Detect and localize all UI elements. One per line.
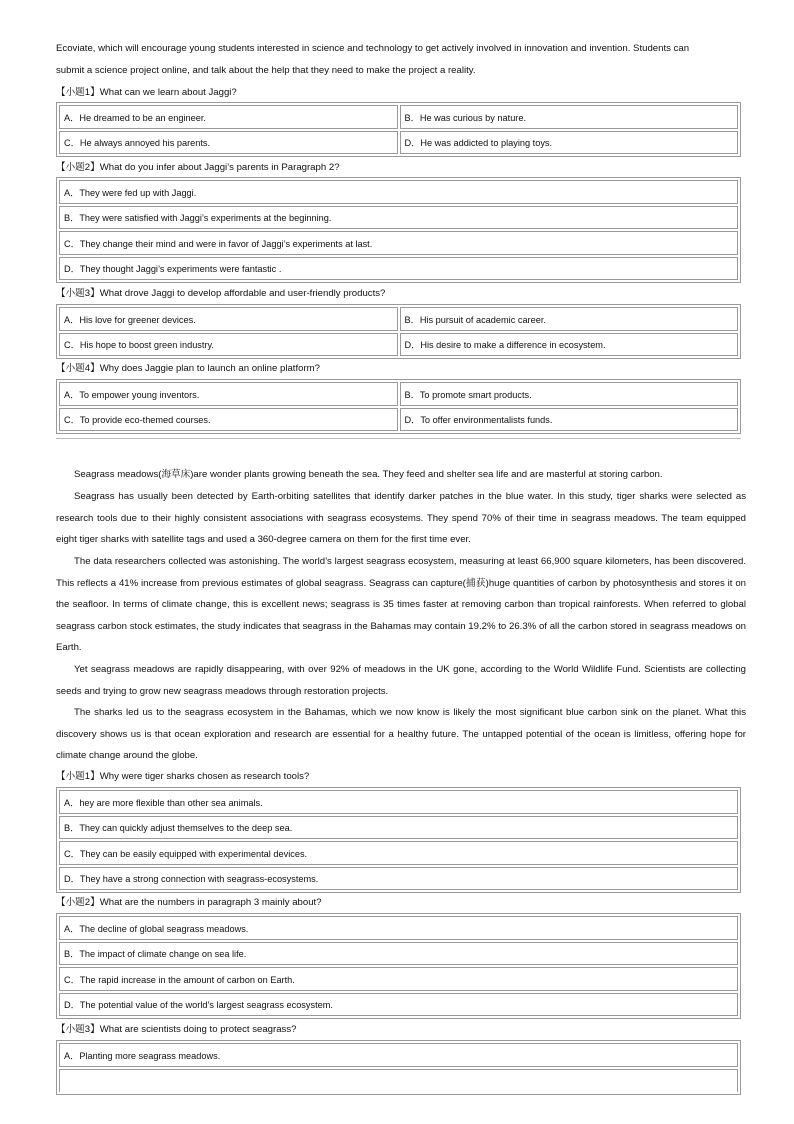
option-d[interactable]: D．They have a strong connection with seagrass-ecosystems. bbox=[59, 867, 738, 891]
options-table bbox=[56, 379, 741, 434]
option-b[interactable]: B．His pursuit of academic career. bbox=[400, 307, 739, 331]
option-a[interactable]: A．To empower young inventors. bbox=[59, 382, 398, 406]
intro-line-1: Ecoviate, which will encourage young students interested in science and technology to get actively involved in innovation and invention. Students can bbox=[56, 43, 690, 54]
option-d[interactable]: D．The potential value of the world’s largest seagrass ecosystem. bbox=[59, 993, 738, 1017]
question-stem: 【小题3】What drove Jaggi to develop affordable and user-friendly products? bbox=[56, 288, 386, 299]
question-stem: 【小题1】Why were tiger sharks chosen as research tools? bbox=[56, 771, 310, 782]
options-table bbox=[56, 304, 741, 359]
option-c[interactable]: C．To provide eco-themed courses. bbox=[59, 408, 398, 432]
option-a[interactable]: A．They were fed up with Jaggi. bbox=[59, 180, 738, 204]
passage-paragraph-3: The data researchers collected was astonishing. The world’s largest seagrass ecosystem, measuring at least 66,900 square kilometers, has been discovered. This reflects a 41% increase from previous estimates of global seagrass. Seagrass can capture(捕获)huge quantities of carbon by photosynthesis and stores it on the seafloor. In terms of climate change, this is excellent news; seagrass is 35 times faster at removing carbon than tropical rainforests. When referred to global seagrass carbon stock estimates, the study indicates that seagrass in the Bahamas may contain 19.2% to 26.3% of all the carbon stored in seagrass meadows on Earth. bbox=[56, 556, 746, 653]
passage-paragraph-4: Yet seagrass meadows are rapidly disappearing, with over 92% of meadows in the UK gone, according to the World Wildlife Fund. Scientists are collecting seeds and trying to grow new seagrass meadows through restoration projects. bbox=[56, 664, 746, 697]
intro-line-2: submit a science project online, and talk about the help that they need to make the project a reality. bbox=[56, 64, 476, 76]
option-d[interactable]: D．His desire to make a difference in ecosystem. bbox=[400, 333, 739, 357]
option-c[interactable]: C．He always annoyed his parents. bbox=[59, 131, 398, 155]
option-d[interactable]: D．They thought Jaggi’s experiments were fantastic . bbox=[59, 257, 738, 281]
option-b[interactable]: B．He was curious by nature. bbox=[400, 105, 739, 129]
option-a[interactable]: A．hey are more flexible than other sea animals. bbox=[59, 790, 738, 814]
question-stem: 【小题1】What can we learn about Jaggi? bbox=[56, 87, 237, 98]
options-table bbox=[56, 177, 741, 283]
question-stem: 【小题2】What do you infer about Jaggi’s parents in Paragraph 2? bbox=[56, 162, 340, 173]
option-a[interactable]: A．Planting more seagrass meadows. bbox=[59, 1043, 738, 1067]
options-table bbox=[56, 787, 741, 893]
option-continuation bbox=[59, 1069, 738, 1092]
option-c[interactable]: C．The rapid increase in the amount of carbon on Earth. bbox=[59, 967, 738, 991]
option-b[interactable]: B．They can quickly adjust themselves to the deep sea. bbox=[59, 816, 738, 840]
question-stem: 【小题3】What are scientists doing to protect seagrass? bbox=[56, 1024, 297, 1035]
passage-paragraph-2: Seagrass has usually been detected by Earth-orbiting satellites that identify darker patches in the blue water. In this study, tiger sharks were selected as research tools due to their highly consistent associations with seagrass ecosystems. They spend 70% of their time in seagrass meadows. The team equipped eight tiger sharks with satellite tags and used a 360-degree camera on them for the first time ever. bbox=[56, 491, 746, 545]
option-d[interactable]: D．He was addicted to playing toys. bbox=[400, 131, 739, 155]
passage-paragraph-5: The sharks led us to the seagrass ecosystem in the Bahamas, which we now know is likely the most significant blue carbon sink on the planet. What this discovery shows us is that ocean exploration and research are essential for a healthy future. The untapped potential of the ocean is limitless, offering hope for climate change around the globe. bbox=[56, 707, 746, 761]
question-stem: 【小题4】Why does Jaggie plan to launch an online platform? bbox=[56, 363, 320, 374]
intro-paragraph bbox=[56, 38, 746, 81]
option-a[interactable]: A．The decline of global seagrass meadows. bbox=[59, 916, 738, 940]
passage-paragraph-1: Seagrass meadows(海草床)are wonder plants growing beneath the sea. They feed and shelter sea life and are masterful at storing carbon. bbox=[74, 469, 663, 480]
section-divider bbox=[56, 438, 741, 439]
options-table bbox=[56, 1040, 741, 1095]
options-table bbox=[56, 102, 741, 157]
option-c[interactable]: C．They can be easily equipped with experimental devices. bbox=[59, 841, 738, 865]
option-c[interactable]: C．His hope to boost green industry. bbox=[59, 333, 398, 357]
option-a[interactable]: A．He dreamed to be an engineer. bbox=[59, 105, 398, 129]
option-a[interactable]: A．His love for greener devices. bbox=[59, 307, 398, 331]
question-stem: 【小题2】What are the numbers in paragraph 3 mainly about? bbox=[56, 897, 322, 908]
option-b[interactable]: B．The impact of climate change on sea life. bbox=[59, 942, 738, 966]
option-b[interactable]: B．To promote smart products. bbox=[400, 382, 739, 406]
option-d[interactable]: D．To offer environmentalists funds. bbox=[400, 408, 739, 432]
options-table bbox=[56, 913, 741, 1019]
option-b[interactable]: B．They were satisfied with Jaggi’s experiments at the beginning. bbox=[59, 206, 738, 230]
option-c[interactable]: C．They change their mind and were in favor of Jaggi’s experiments at last. bbox=[59, 231, 738, 255]
